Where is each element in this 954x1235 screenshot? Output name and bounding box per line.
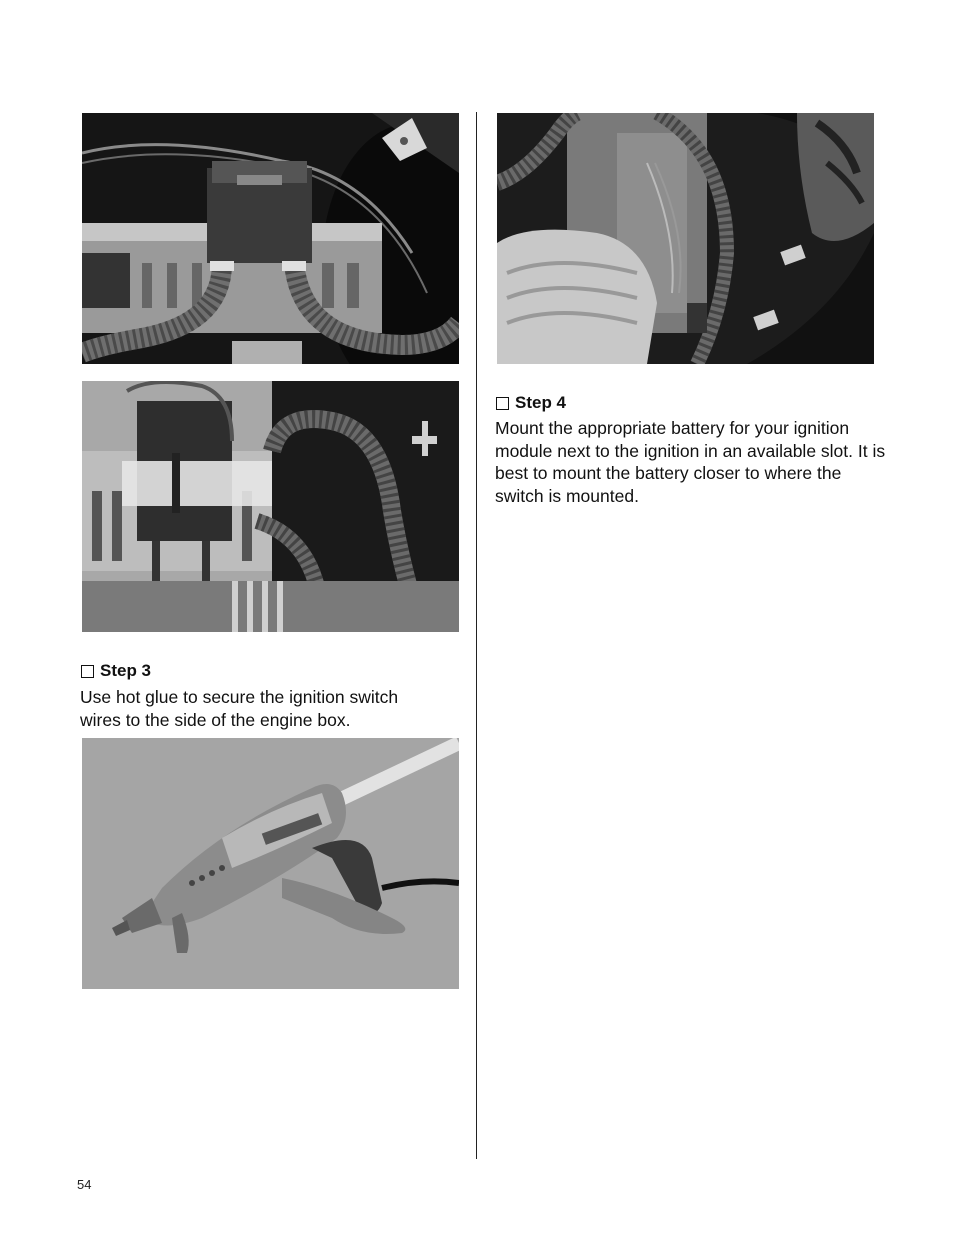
photo-engine-bay-battery-slot xyxy=(497,113,874,364)
step-3-heading xyxy=(81,661,151,681)
photo-ignition-strapped xyxy=(82,381,459,632)
photo-ignition-module-conduit xyxy=(82,113,459,364)
step-3-instructions: Use hot glue to secure the ignition switch wires to the side of the engine box. xyxy=(80,687,399,730)
page-number: 54 xyxy=(77,1177,92,1192)
column-divider xyxy=(476,112,477,1159)
photo-hot-glue-gun xyxy=(82,738,459,989)
step-4-heading-text: Step 4 xyxy=(515,393,567,412)
empty-checkbox-icon xyxy=(81,665,94,678)
step-3-heading-text: Step 3 xyxy=(100,661,152,680)
empty-checkbox-icon xyxy=(496,397,509,410)
step-4-instructions: Mount the appropriate battery for your ignition module next to the ignition in an available slot. It is best to mount the battery closer to where the switch is mounted. xyxy=(495,418,886,506)
step-4-heading xyxy=(496,393,566,413)
